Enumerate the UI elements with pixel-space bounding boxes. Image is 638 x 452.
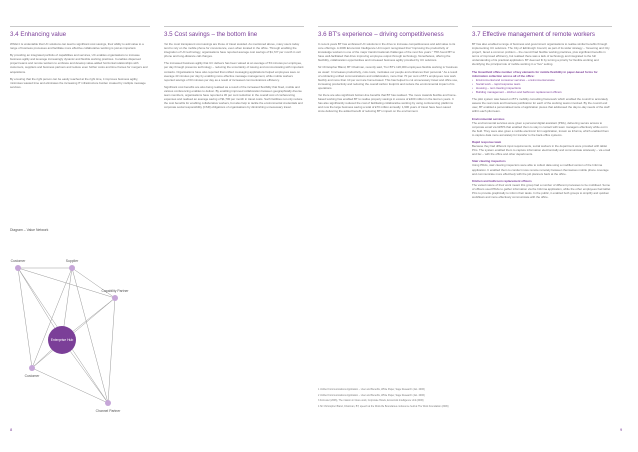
section-rule [164, 26, 304, 27]
paragraph: Yet the most transparent cost savings are those of travel avoided. As mentioned above, many users today tend to rely on the mobile phone for convenience, even when located in the office. Through enabling the integration of UC technology, organisations have reported average cost savings of $1,727 per month in cell phone and long-distance call charges. [164, 42, 301, 59]
section-rule [472, 26, 612, 27]
label-customer: Customer [10, 259, 26, 263]
section-heading: 3.4 Enhancing value [10, 31, 67, 38]
subsection-title: Kitchen and bathroom replacement officers [472, 178, 532, 183]
value-network-graphic [10, 228, 150, 418]
column-cost-savings [164, 26, 304, 112]
subsection-title: Rapid response team [472, 139, 502, 144]
bullet-item: • Environmental and consumer services – environmental waste [472, 78, 612, 82]
section-heading: 3.5 Cost savings – the bottom line [164, 31, 258, 38]
node-customer [15, 265, 21, 271]
bullet-list [472, 78, 612, 94]
label-supplier: Supplier [65, 259, 79, 263]
node-supplier [69, 265, 75, 271]
label-enterprise-hub: Enterprise Hub [50, 338, 74, 342]
paragraph: Whilst it is undeniable that UC solutions can lead to significant cost savings, their ability to add value to a range of business processes and facilitate more effective collaborative working is just as important. [10, 42, 144, 51]
label-channel-partner: Channel Partner [95, 409, 121, 413]
section-rule [10, 26, 150, 27]
subsection-text: The varied nature of their work meant this group had a number of different processes to be mobilised. Some of officers used PDAs to gather information via the Informa application, while the other employees had tablet PCs to provide graphically to inform their tasks. In the public, it enabled both groups to simplify and quicken workflows and more effectively communicate with the office. [472, 182, 611, 200]
node-capability-partner [112, 295, 118, 301]
column-remote-workers [472, 26, 612, 202]
paragraph: Significant cost benefits are also being realised as a result of the increased flexibility that fixed, mobile and various conferencing enables to deliver. By enabling improved collaboration between geographically diverse team members, organisations have reported a 30 per cent reduction in the overall cost of conferencing expenses and realised an average saving of $1,700 per month in travel costs. Such facilities not only reduce the cost benefits for enabling collaborative workers, but also help to tackle the environmental credentials and corporate social responsibility (CSR) obligations of organisations by diminishing unnecessary travel. [164, 84, 303, 110]
paragraph: The increased business agility that UC delivers has been valued at an average of 53 minutes per employee, per day through presence technology – reducing the uncertainty of issuing and communicating with important contacts. Organisations have also reported that unified messaging applications helped employees save on average 43 minutes per day by enabling more effective message management, while mobile workers reported savings of 63 minutes per day as a result of increased communications efficiency. [164, 61, 304, 82]
paragraph: Sir Christopher Bland, BT Chairman, recently said, "For BT's 120,000 employees flexible working is 'business as usual'. It increases productivity, cuts costs, motivates our people and enhances their personal." As a result of embracing unified communications and collaboration, more than 70 per cent of BT's employees now work flexibly and more than 10 per cent are home-based. This has helped to cut unnecessary travel and office use, increasing productivity and reducing the overall carbon footprint and reduce the environmental impact of its operations. [318, 65, 458, 90]
section-heading: 3.6 BT's experience – driving competitiveness [318, 31, 444, 38]
label-customer-2: Customer [24, 374, 40, 378]
footnote: 3 Forrester (2006), The mission in future work, Corporate Hotels, Economist Intelligence Unit (2006) [318, 399, 424, 402]
node-customer-2 [29, 365, 35, 371]
node-channel-partner [105, 400, 111, 406]
subsection-title: Stair clearing inspectors [472, 159, 506, 164]
paragraph: In recent years BT has embraced UC solutions in the drive to increase competitiveness and add value to its core offerings. A 2006 Economist Intelligence Unit report recognised that "improving the productivity of knowledge workers is one of the major transformational challenges of the next five years." 75% found BT to have well-facilitated that drive improving employee output through technology. Nonetheless, offering the flexibility, collaboration opportunities and increased business agility provided by UC solutions. [318, 42, 456, 63]
diagram-title: Diagram – Value Network [10, 228, 49, 232]
value-network-diagram [10, 228, 150, 418]
footnote: 2 Unified Communications Application – User and Benefits, White Paper, Sage Research (Jan. 2006) [318, 393, 425, 397]
subsection-text: Because they had different input requirements, social workers in the department were provided with tablet PCs. The system enabled them to capture information electronically and communicate wirelessly – via email and fax – with the office and other departments. [472, 144, 611, 157]
column-bt-experience [318, 26, 458, 117]
paragraph: By providing an integrated portfolio of capabilities and services, UC enables organisations to increase business agility and leverage increasingly dynamic and flexible working practices. It enables dispersed project teams and remote workers to embrace and develop value-added horizontal relationships with customers, suppliers and business partners and reduce even further costs and time frames for mergers and acquisitions. [10, 53, 148, 74]
paragraph: BT has also enabled a range of business and government organisations to realise similar benefits through implementing UC solutions. The City of Edinburgh Council, as part of its wider strategy – 'Greening and City project', faced a common problem – the council had flexible working practices, plus significant benefits in terms of improved efficiency, but realised there was a lack of technology and integrated to the full understanding of its practical application. BT deemed fit by turning a priority for flexible working and identifying the principal role of mobile working in a "live" setting. [472, 42, 610, 67]
page-number-right: 9 [620, 427, 623, 432]
subsection-title: Environmental services [472, 116, 505, 121]
subsection-text: The environmental services were given a personal digital assistant (PDA), delivering secure access to corporate email via GPRS that enabled them to stay in contact with team managers effectively while out in the field. They were also given a mobile electronic form application, known as Informa, which enabled them to capture data more accurately for transfer to the back-office systems. [472, 120, 609, 137]
page-number-left: 8 [10, 427, 13, 432]
bullet-item: • Building management – kitchen and bathroom replacement officers [472, 90, 612, 94]
bullet-item: • Housing – rent clearing inspections [472, 86, 612, 90]
footnote: 4 Sir Christopher Bland, Chairman, BT, speech at the Work-life Boundaries conference held at The Work Foundation (2006) [318, 404, 449, 408]
section-heading: 3.7 Effective management of remote workers [472, 31, 596, 38]
paragraph: The pilot system was based on BT's mobility consulting framework which enabled the council to accurately assess the real costs and business justification for each of the working teams involved. By the council end user, BT enabled a personalised suite of application pieces that addressed the day-to-day needs of the staff within each pilot team. [472, 97, 610, 114]
paragraph: By ensuring that the right person can be easily reached at the right time, it improves business agility, minimises wasted time and eliminates the increasing IT infrastructure burden created by multiple message services. [10, 76, 146, 89]
section-rule [318, 26, 458, 27]
bold-intro: The Greenfield office number of key elements for mobile flexibility in paper-based forms for information collection across all of the office: [472, 69, 598, 78]
label-capability-partner: Capability Partner [101, 289, 129, 293]
paragraph: Yet there are also significant bottom-line benefits that BT has realised. The move towards flexible and home-based working has enabled BT to realise property savings in excess of £400 million in the last ten years. It has also significantly reduced the cost of facilitating collaborative working by using conferencing platforms and now the large business saving a total of £70 million annually. 1,900 years of travel have been saved since delivering the added benefit of reducing BT's impact on the environment. [318, 93, 457, 114]
column-enhancing-value [10, 26, 150, 92]
footnote: 1 Unified Communications Application – User and Benefits, White Paper, Sage Research (Jan. 2006) [318, 388, 425, 391]
subsection-text: Using PDAs, stair clearing inspectors were able to collect data using a modified version of the Informa application. It enabled them to conduct more remote remotely between themselves mobile phone coverage and communicate more effectively with the job planners back at the office. [472, 163, 609, 176]
bullet-item: • Social work – rapid response team [472, 82, 612, 86]
footnotes [318, 388, 458, 410]
